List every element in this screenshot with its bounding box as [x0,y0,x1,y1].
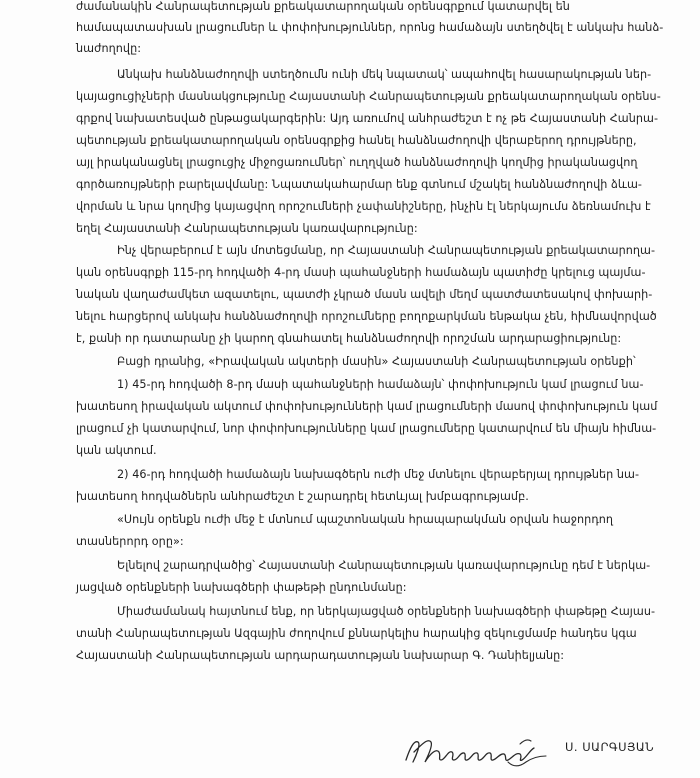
paragraph-first-line: Անկախ հանձնաժողովի ստեղծումն ունի մեկ նպատակ՝ ապահովել հասարակության ներ- [117,68,652,81]
list-item-first-line: 1) 45-րդ հոդվածի 8-րդ մասի պահանջների համաձայն՝ փոփոխություն կամ լրացում նա- [117,378,644,391]
text-line: կան օրենսգրքի 115-րդ հոդվածի 4-րդ մասի պահանջների համաձայն պատիժը կրելուց պայմա- [76,266,646,279]
text-line: կան ակտում. [76,444,157,457]
text-line: վորման և նրա կողմից կայացվող որոշումների չափանիշները, ինչին էլ ներկայումս ձեռնամուխ է [76,200,651,213]
list-item-first-line: 2) 46-րդ հոդվածի համաձայն նախագծերն ուժի մեջ մտնելու վերաբերյալ դրույթներ նա- [117,468,640,481]
text-line: տանի Հանրապետության Ազգային ժողովում քննարկելիս հարակից զեկուցմամբ հանդես կգա [76,627,637,640]
quote-line: տասներորդ օրը»: [76,535,184,548]
signature-block [400,726,700,776]
text-line: խատեսող իրավական ակտում փոփոխությունների կամ լրացումների մասով փոփոխություն կամ [76,400,658,413]
text-line: գործառույթների բարելավմանը: Նպատակահարմար ենք գտնում մշակել հանձնաժողովի ձևա- [76,178,642,191]
text-line: եղել Հայաստանի Հանրապետության կառավարությունը: [76,222,418,235]
text-line: այլ իրականացնել լրացուցիչ միջոցառումներ՝ ուղղված հանձնաժողովի կողմից իրականացվող [76,156,638,169]
text-line: նական վաղաժամկետ ազատելու, պատժի չկրած մասն ավելի մեղմ պատժատեսակով փոխարի- [76,288,653,301]
text-line: լրացում չի կատարվում, նոր փոփոխությունները կամ լրացումները կատարվում են միայն հիմնա- [76,422,657,435]
paragraph-first-line: Ելնելով շարադրվածից՝ Հայաստանի Հանրապետության կառավարությունը դեմ է ներկա- [117,559,651,572]
quote-first-line: «Սույն օրենքն ուժի մեջ է մտնում պաշտոնական հրապարակման օրվան հաջորդող [117,513,614,526]
text-line: խատեսող հոդվածներն անհրաժեշտ է շարադրել հետևյալ խմբագրությամբ. [76,490,529,503]
text-line: ժամանակին Հանրապետության քրեակատարողական օրենսգրքում կատարվել են [76,0,570,13]
paragraph-first-line: Ինչ վերաբերում է այն մոտեցմանը, որ Հայաստանի Հանրապետության քրեակատարողա- [117,244,656,257]
text-line: յացված օրենքների նախագծերի փաթեթի ընդունմանը: [76,581,407,594]
paragraph-first-line: Բացի դրանից, «Իրավական ակտերի մասին» Հայաստանի Հանրապետության օրենքի՝ [117,355,636,368]
text-line: համապատասխան լրացումներ և փոփոխություններ, որոնց համաձայն ստեղծվել է անկախ հանձ- [76,21,664,34]
handwritten-signature [400,726,560,772]
text-line: Հայաստանի Հանրապետության արդարադատության նախարար Գ. Դանիելյանը: [76,649,565,662]
text-line: կայացուցիչների մասնակցությունը Հայաստանի Հանրապետության քրեակատարողական օրենս- [76,90,661,103]
text-line: նելու հարցերով անկախ հանձնաժողովի որոշումները բողոքարկման ենթակա չեն, հիմնավորված [76,310,657,323]
text-line: գրքով նախատեսված ընթացակարգերին: Այդ առումով անհրաժեշտ է ոչ թե Հայաստանի Հանրա- [76,112,659,125]
signer-name: Ս. ՍԱՐԳՍՅԱՆ [565,740,655,754]
text-line: է, քանի որ դատարանը չի կարող գնահատել հանձնաժողովի որոշման արդարացիությունը: [76,332,622,345]
paragraph-first-line: Միաժամանակ հայտնում ենք, որ ներկայացված օրենքների նախագծերի փաթեթը Հայաս- [117,605,656,618]
text-line: նաժողովը: [76,42,142,55]
text-line: պետության քրեակատարողական օրենսգրքից հանել հանձնաժողովի վերաբերող դրույթները, [76,134,637,147]
